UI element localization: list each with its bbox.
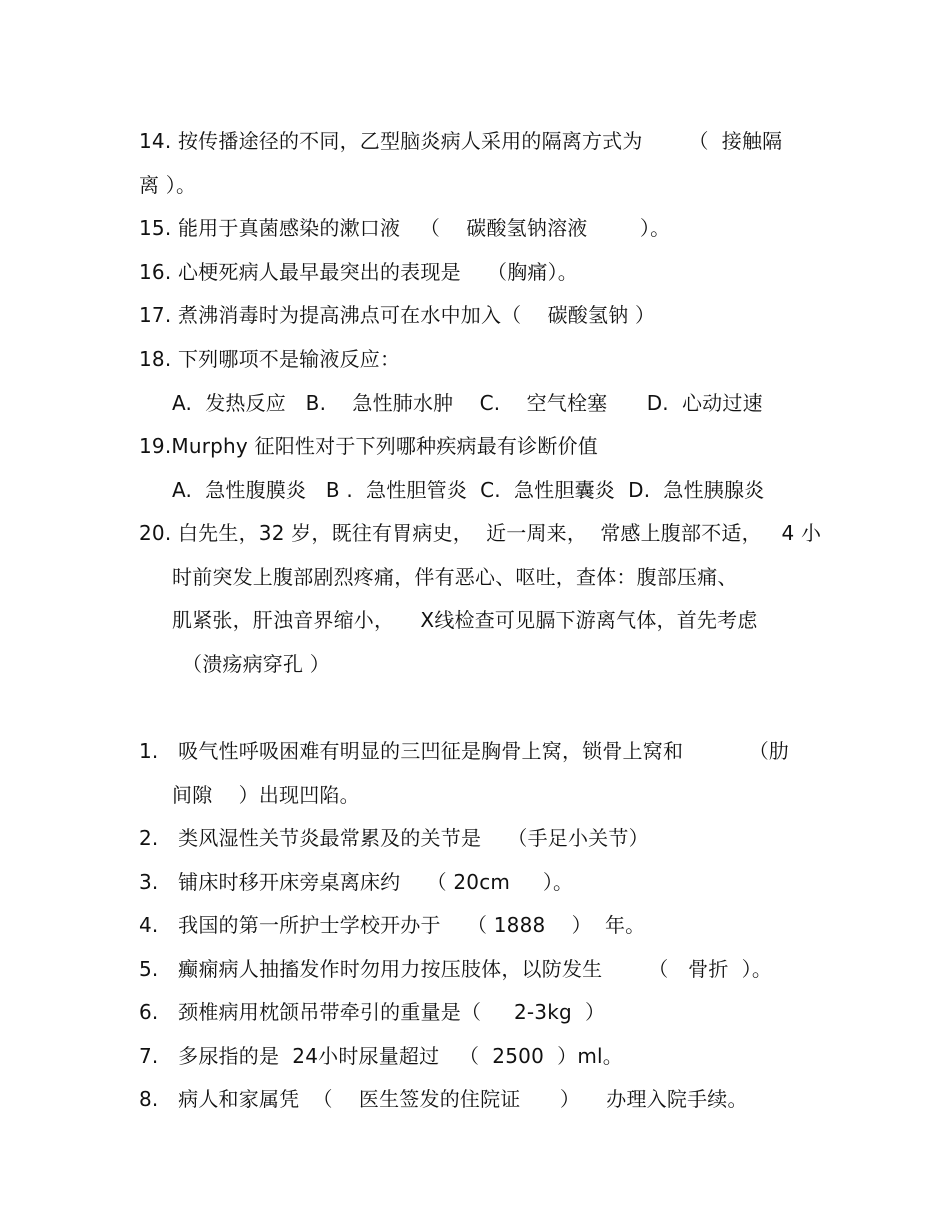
question-19-options: A. 急性腹膜炎 B . 急性胆管炎 C. 急性胆囊炎 D. 急性胰腺炎 [172, 478, 765, 502]
fill-4: 4. 我国的第一所护士学校开办于 （ 1888 ） 年。 [139, 913, 646, 937]
fill-7: 7. 多尿指的是 24小时尿量超过 （ 2500 ）ml。 [139, 1044, 623, 1068]
question-20-line-3: 肌紧张，肝浊音界缩小， X线检查可见膈下游离气体，首先考虑 [172, 608, 758, 632]
fill-3: 3. 铺床时移开床旁桌离床约 （ 20cm ）。 [139, 870, 574, 894]
fill-5: 5. 癫痫病人抽搐发作时勿用力按压肢体，以防发生 （ 骨折 ）。 [139, 957, 773, 981]
question-18: 18. 下列哪项不是输液反应： [139, 347, 401, 371]
fill-8: 8. 病人和家属凭 （ 医生签发的住院证 ） 办理入院手续。 [139, 1087, 748, 1111]
question-17: 17. 煮沸消毒时为提高沸点可在水中加入（ 碳酸氢钠 ） [139, 303, 656, 327]
fill-2: 2. 类风湿性关节炎最常累及的关节是 （手足小关节） [139, 826, 649, 850]
question-20-answer: （溃疡病穿孔 ） [182, 652, 330, 676]
question-14-line-2: 离 ）。 [139, 173, 197, 197]
question-16: 16. 心梗死病人最早最突出的表现是 （胸痛）。 [139, 260, 578, 284]
question-18-options: A. 发热反应 B. 急性肺水肿 C. 空气栓塞 D. 心动过速 [172, 391, 763, 415]
question-20-line-2: 时前突发上腹部剧烈疼痛，伴有恶心、呕吐，查体：腹部压痛、 [172, 565, 738, 589]
question-19: 19.Murphy 征阳性对于下列哪种疾病最有诊断价值 [139, 434, 598, 458]
question-20-line-1: 20. 白先生，32 岁，既往有胃病史， 近一周来， 常感上腹部不适， 4 小 [139, 521, 822, 545]
question-14-line-1: 14. 按传播途径的不同，乙型脑炎病人采用的隔离方式为 （ 接触隔 [139, 129, 783, 153]
fill-6: 6. 颈椎病用枕颌吊带牵引的重量是（ 2-3kg ） [139, 1000, 606, 1024]
fill-1-line-1: 1. 吸气性呼吸困难有明显的三凹征是胸骨上窝，锁骨上窝和 （肋 [139, 739, 790, 763]
fill-1-line-2: 间隙 ）出现凹陷。 [172, 783, 360, 807]
question-15: 15. 能用于真菌感染的漱口液 （ 碳酸氢钠溶液 ）。 [139, 216, 671, 240]
